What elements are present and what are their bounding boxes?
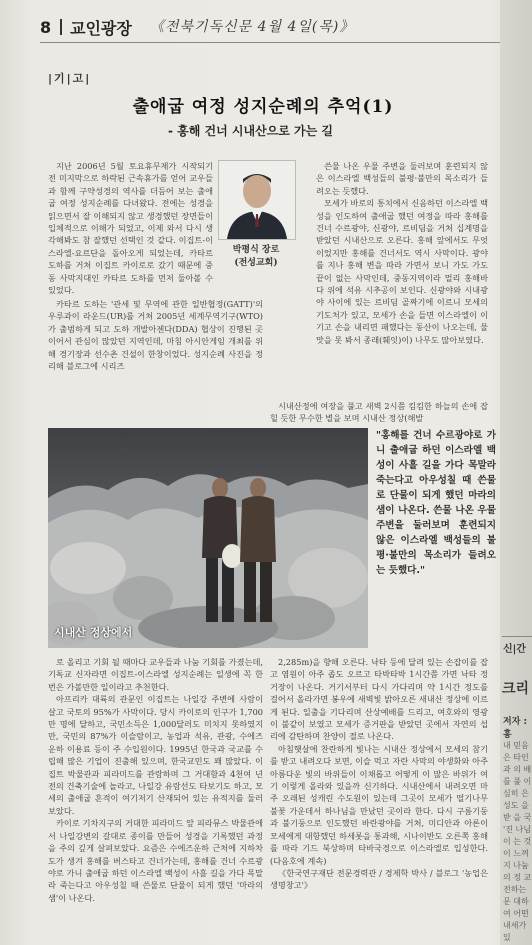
adjacent-rule xyxy=(502,636,532,637)
paragraph: 카타르 도하는 '관세 및 무역에 관한 일반협정(GATT)'의 우루과이 라운드(UR)를 거쳐 2005년 세계무역기구(WTO)가 출범하게 되고 도하 개발아젠다(DDA) 협상이 진행된 곳이어서 관심이 많았던 지역인데, 마침 아시안게임 개최를 위해 경기장과 선수촌 건설이 한창이었다. 성지순례 사진을 정리해 블로그에 시리즈 xyxy=(48,299,263,372)
paragraph: 시내산정에 여장을 풀고 새벽 2시쯤 킴킴한 하늘의 손에 잡힐 듯한 무수한 별을 보며 시내산 정상(해발 xyxy=(270,401,488,424)
page-number: 8 xyxy=(40,18,52,37)
header-rule xyxy=(40,42,500,43)
mountain-photo xyxy=(48,428,368,648)
author-name: 박평식 장로 xyxy=(232,245,280,255)
adjacent-author: 저자 : 홍 xyxy=(503,717,528,740)
article-photo xyxy=(48,428,368,648)
paragraph: 로 올리고 기회 될 때마다 교우들과 나눔 기회를 가졌는데, 기독교 신자라면 이집트-이스라엘 성지순례는 일생에 꼭 한번은 가볼만한 일이라고 추천한다. xyxy=(48,657,263,692)
article-subtitle: - 홍해 건너 시내산으로 가는 길 xyxy=(168,124,333,138)
paragraph: 아침햇살에 찬란하게 빛나는 시내산 정상에서 모세의 참기를 받고 내려오다 보면, 이슬 먹고 자란 사막의 야생화와 아주 아름다운 빛의 바위들이 이채롭고 어떻게 이 많은 바위가 여기 이렇게 올라와 있을까 신기하다. 시내산에서 내려오면 마주 오래된 성캐린 수도원이 있는데 그곳이 모세가 떨기나무 불꽃 가운데서 하나님을 만났던 곳이라 한다. 다시 구름기둥과 불기둥으로 인도했던 바란광야를 거쳐, 미디안과 아론이 모세에게 대항했던 하세롯을 통과해, 시나이반도 오른쪽 홍해를 따라 기드 북상하며 타바국경으로 이스라엘로 입성한다. (다음호에 계속) xyxy=(270,743,488,866)
footnote: 《한국연구재단 전문경력관 / 경제학 박사 / 블로그 '농업은 생명창고'》 xyxy=(270,867,488,891)
author-portrait xyxy=(218,160,296,240)
paragraph: 지난 2006년 5월 토요휴무제가 시작되기 전 미지막으로 하락된 근속휴가를 얻어 교우들과 함께 구약성경의 역사를 더듬어 보는 출애굽 여정 성지순례를 다녀왔다. 전에는 성경을 읽으면서 잘 이해되지 않고 생경했던 장면들이 입체적으로 이해가 되었고, 이제 와서 다시 생각해봐도 참 잘했던 선택인 것 같다. 이집트-이스라엘-요르단을 돌아오게 되었는데, 카타르 도하를 거쳐 이집트 카이로로 갔기 때문에 중동 사막지대인 카타르 도하를 먼저 둘아볼 수 있었다. xyxy=(48,161,213,296)
article-column-bottom-right xyxy=(270,656,488,892)
paragraph: 쓴물 나온 우물 주변을 둘러보며 훈련되지 않은 이스라엘 백성들의 불평·불만의 목소리가 들려오는 듯했다. xyxy=(316,161,488,196)
paragraph: 2,285m)을 향해 오른다. 낙타 등에 달려 있는 손잡이를 잡고 염원이 아주 좁도 오르고 타박타박 1시간쯤 가면 낙타 정거장이 나온다. 거기서부터 다시 가다리며 약 1시간 정도를 걸어서 올라가면 봉우에 새벽빛 밝아오른 새내산 정상에 이르게 된다. 일출을 기다리며 산상예배를 드리고, 여호와의 영광이 불같이 보였고 모세가 증거판을 받았던 곳에서 자연의 섭리에 감탄하며 찬양이 절로 나온다. xyxy=(270,657,488,742)
article-column-right xyxy=(316,160,488,346)
adjacent-tag: 신|간 xyxy=(503,644,526,655)
adjacent-body: 내 믿음 은 타인과 의 배를 풀 이 심히 은 성도 을 받 을 국 '진 나님이 는 것이 느껴지 나눔의 정 교 전하는 문 대하여 어떤 내세가 있 xyxy=(503,741,532,942)
section-name: 교인광장 xyxy=(70,19,132,38)
handwritten-note: 《전북기독신문 4월 4일(목)》 xyxy=(150,19,355,35)
author-church: (전성교회) xyxy=(234,258,278,268)
article-column-right-lower xyxy=(270,400,488,425)
photo-caption: 시내산 정상에서 xyxy=(54,626,133,639)
article-tag: |기|고| xyxy=(48,72,92,85)
page-header xyxy=(0,0,532,46)
author-byline xyxy=(220,244,292,270)
header-divider xyxy=(60,19,62,35)
pull-quote: "홍해를 건너 수르광야로 가니 출애굽 하던 이스라엘 백성이 사흘 길을 가다 목말라 죽는다고 아우성칠 때 쓴물로 단물이 되게 했던 마라의 샘이 나온다. 쓴물 나온 우물 주변을 둘러보며 훈련되지 않은 이스라엘 백성들의 불평·불만의 목소리가 들려오는 듯했다." xyxy=(376,430,496,576)
article-column-left xyxy=(48,160,213,296)
article-column-bottom-left xyxy=(48,656,263,904)
paragraph: 카이로 기차지구의 거대한 피라미드 앞 피라뮤스 박물관에서 나일강변의 갈대로 종이를 만들어 성경을 기록했던 과정을 주의 깊게 살펴보았다. 요즘은 수에즈운하 근처에 지하차도가 생겨 홍해를 버스타고 건너가는데, 홍해를 건너 수르광야로 가니 출애굽 하던 이스라엘 백성이 사흘 길을 가다 목말라 죽는다고 아우성칠 때 쓴물로 단물이 되게 했던 '마라의 샘'이 나온다. xyxy=(48,818,263,903)
article-column-left-lower xyxy=(48,298,263,372)
article-title: 출애굽 여정 성지순례의 추억(1) xyxy=(132,97,394,117)
paragraph: 아프리카 대륙의 관문인 이집트는 나일강 주변에 사람이 살고 국토의 95%가 사막이다. 당시 카이로의 인구가 1,700만 명에 달하고, 국민소득은 1,000달러도 미치지 못하였지만, 국민의 87%가 이슬람이고, 농업과 석유, 관광, 수에즈 운하 이용료 등이 주 수입원이다. 1995년 한국과 국교를 수립해 많은 기업이 진출해 있으며, 한국교민도 꽤 많았다. 이집트 박물관과 피라미드를 관람하며 그 거대함과 4천여 년 전의 건축기술에 놀라고, 나일강 유람선도 타보기도 하고, 모세의 출애굽 흔적이 여기저기 산재되어 있는 유적지를 둘러보았다. xyxy=(48,694,263,816)
paragraph: 모세가 바로의 통치에서 신음하던 이스라엘 백성을 인도하여 출애굽 했던 여정을 따라 홍해를 건너 수르광야, 신광야, 르비딤을 거쳐 십계명을 받았던 시내산으로 오른다. 홍해 앞에서도 무엇이었지만 홍해를 건너서도 역시 사막이다. 광야를 지나 홍해 변을 따라 가면서 보니 가도 가도 끝이 없는 사막인데, 중동지역이라 멀리 홍해바다 위에 석유 시추공이 보인다. 신광야와 시내광야 사이에 있는 르비딤 골짜기에 이르니 모세의 기도처가 있고, 모세가 손을 들면 이스라엘이 이기고 손을 내리면 패했다는 동산이 나오는데, 물맛을 못 봐서 종래(훼잇)이) 나무도 많아보였다. xyxy=(316,198,488,345)
adjacent-title: 크리 xyxy=(502,681,530,697)
portrait-image xyxy=(219,161,295,239)
